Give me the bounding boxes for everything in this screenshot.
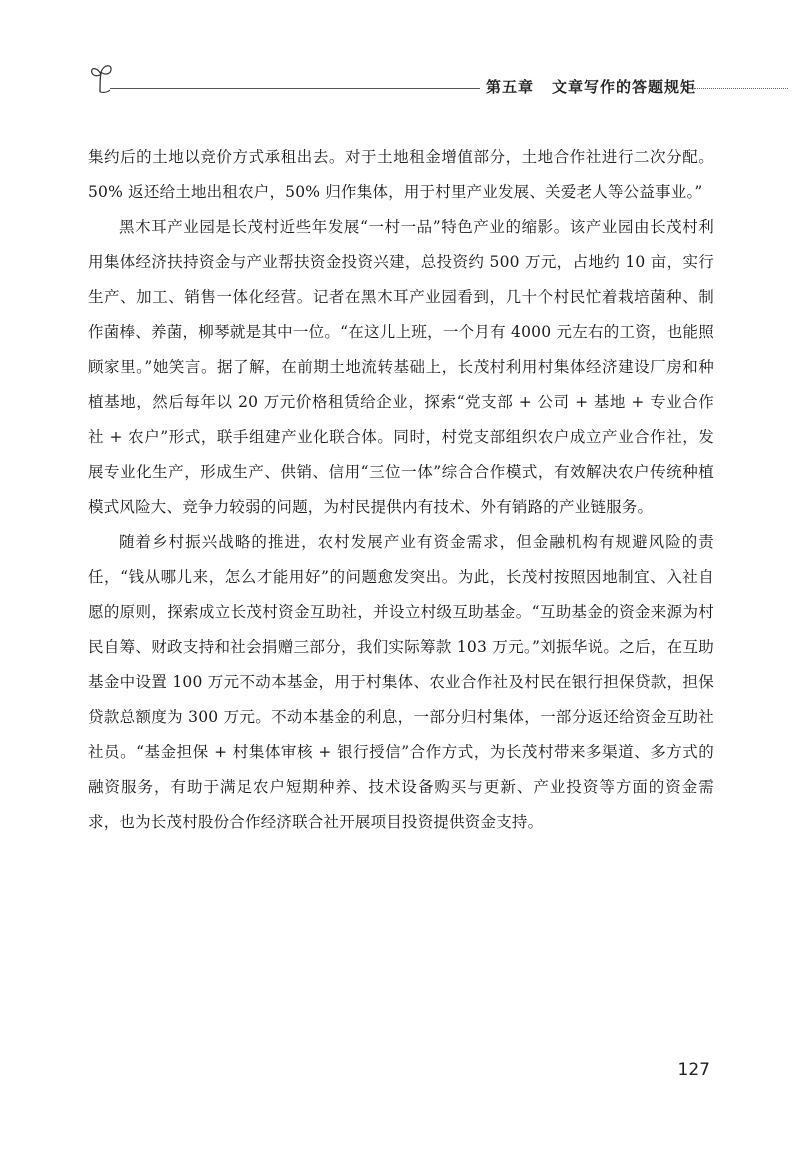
paragraph-continued: 集约后的土地以竞价方式承租出去。对于土地租金增值部分，土地合作社进行二次分配。50% 返还给土地出租农户，50% 归作集体，用于村里产业发展、关爱老人等公益事业。”: [88, 148, 714, 201]
paragraph-mutual-fund: 随着乡村振兴战略的推进，农村发展产业有资金需求，但金融机构有规避风险的责任，“钱从哪儿来，怎么才能用好”的问题愈发突出。为此，长茂村按照因地制宜、入社自愿的原则，探索成立长茂村资金互助社，并设立村级互助基金。“互助基金的资金来源为村民自筹、财政支持和社会捐赠三部分，我们实际筹款 103 万元。”刘振华说。之后，在互助基金中设置 100 万元不动本基金，用于村集体、农业合作社及村民在银行担保贷款，担保贷款总额度为 300 万元。不动本基金的利息，一部分归村集体，一部分返还给资金互助社社员。“基金担保 + 村集体审核 + 银行授信”合作方式，为长茂村带来多渠道、多方式的融资服务，有助于满足农户短期种养、技术设备购买与更新、产业投资等方面的资金需求，也为长茂村股份合作经济联合社开展项目投资提供资金支持。: [88, 533, 714, 831]
sprout-ornament-icon: [88, 62, 118, 100]
page-number: 127: [677, 1060, 710, 1080]
chapter-name: 文章写作的答题规矩: [552, 78, 697, 96]
paragraph-industrial-park: 黑木耳产业园是长茂村近些年发展“一村一品”特色产业的缩影。该产业园由长茂村利用集体经济扶持资金与产业帮扶资金投资兴建，总投资约 500 万元，占地约 10 亩，实行生产、加工、销售一体化经营。记者在黑木耳产业园看到，几十个村民忙着栽培菌种、制作菌棒、养菌，柳琴就是其中一位。“在这儿上班，一个月有 4000 元左右的工资，也能照顾家里。”她笑言。据了解，在前期土地流转基础上，长茂村利用村集体经济建设厂房和种植基地，然后每年以 20 万元价格租赁给企业，探索“党支部 + 公司 + 基地 + 专业合作社 + 农户”形式，联手组建产业化联合体。同时，村党支部组织农户成立产业合作社，发展专业化生产，形成生产、供销、信用“三位一体”综合合作模式，有效解决农户传统种植模式风险大、竞争力较弱的问题，为村民提供内有技术、外有销路的产业链服务。: [88, 218, 714, 516]
header-rule-right: [694, 88, 788, 89]
chapter-title: [486, 76, 696, 97]
header-rule-left: [110, 88, 480, 89]
running-header: [88, 62, 788, 98]
chapter-number: 第五章: [486, 78, 535, 96]
body-text: [88, 140, 714, 840]
